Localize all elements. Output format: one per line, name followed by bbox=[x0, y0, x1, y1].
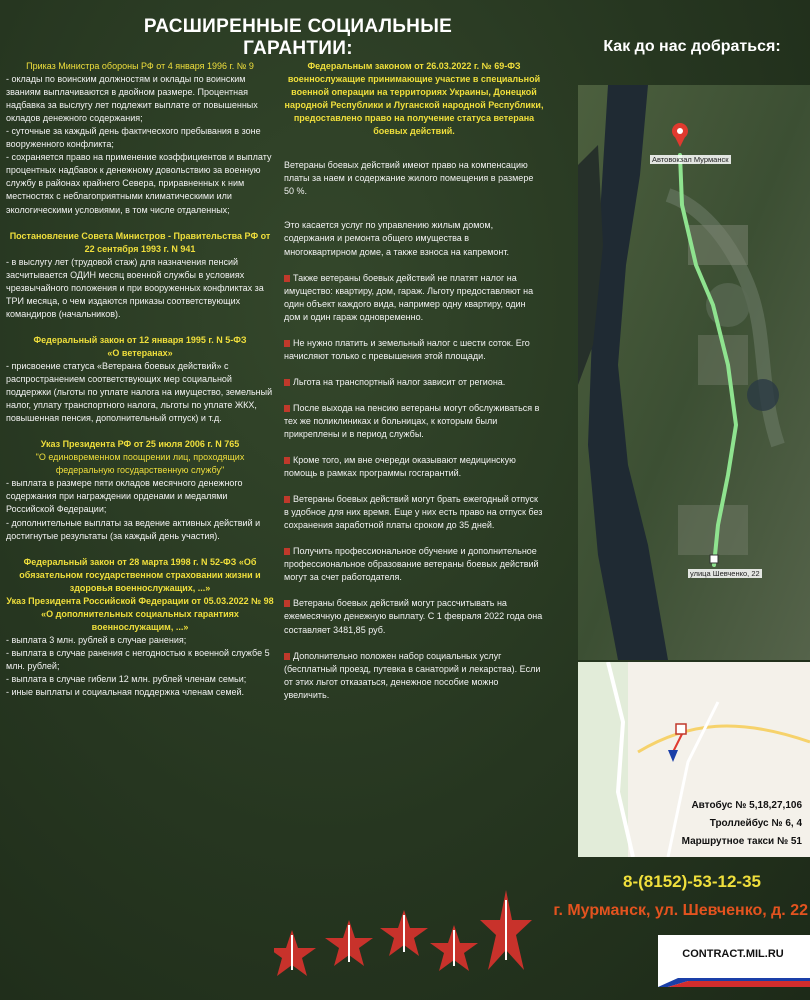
paragraph: Также ветераны боевых действий не платят налог на имущество: квартиру, дом, гараж. Льготу предоставляют на один объект каждого вида, например одну квартиру, один дом и один гараж одновременно. bbox=[284, 272, 534, 322]
bullet-icon bbox=[284, 405, 290, 412]
flag-stripe-icon bbox=[658, 978, 810, 987]
paragraph: Получить профессиональное обучение и дополнительное профессиональное образование ветераны боевых действий могут за счет работодателя. bbox=[284, 546, 539, 583]
paragraph: Льгота на транспортный налог зависит от региона. bbox=[284, 376, 544, 389]
paragraph: Ветераны боевых действий имеют право на компенсацию платы за наем и содержание жилого помещения в размере 50 %. bbox=[284, 160, 534, 197]
paragraph: Дополнительно положен набор социальных услуг (бесплатный проезд, путевка в санаторий и лекарства). Если от этих льгот отказаться, денежное пособие можно увеличить. bbox=[284, 650, 541, 700]
paragraph: - оклады по воинским должностям и оклады по воинским званиям выплачиваются в двойном размере. Процентная надбавка за выслугу лет подлежит выплате от повышенных окладов денежного содержания; bbox=[6, 74, 258, 124]
paragraph: - присвоение статуса «Ветерана боевых действий» с распространением соответствующих мер социальной поддержки (льготы по уплате налога на имущество, земельный налог, уплату транспортного налога, льготы по уплате ЖКХ, повышенная пенсия, дополнительный отпуск) и т.д. bbox=[6, 360, 273, 424]
section-heading: Постановление Совета Министров - Правительства РФ от 22 сентября 1993 г. N 941 bbox=[9, 230, 271, 254]
contract-banner[interactable] bbox=[658, 935, 810, 987]
section-subheading: "О единовременном поощрении лиц, проходящих федеральную государственную службу" bbox=[35, 452, 245, 476]
map-label-end: улица Шевченко, 22 bbox=[690, 569, 760, 578]
paragraph: Ветераны боевых действий могут рассчитывать на ежемесячную денежную выплату. С 1 февраля 2022 года она составляет 3481,85 руб. bbox=[284, 598, 543, 635]
emblem-row bbox=[274, 880, 534, 990]
paragraph: - выплата в размере пяти окладов месячного денежного содержания при награждении орденами и медалями Российской Федерации; bbox=[6, 478, 243, 515]
paragraph: - выплата 3 млн. рублей в случае ранения; bbox=[6, 634, 187, 645]
bullet-icon bbox=[284, 379, 290, 386]
paragraph: - иные выплаты и социальная поддержка членам семей. bbox=[6, 687, 245, 698]
address: г. Мурманск, ул. Шевченко, д. 22 bbox=[553, 902, 808, 919]
map-label-start: Автовокзал Мурманск bbox=[652, 155, 729, 164]
street-map bbox=[578, 662, 810, 857]
bus-routes: Автобус № 5,18,27,106 bbox=[691, 800, 802, 811]
section-heading: Указ Президента Российской Федерации от 05.03.2022 № 98 «О дополнительных социальных гарантиях военнослужащим, ...» bbox=[6, 595, 274, 632]
section-heading: Указ Президента РФ от 25 июля 2006 г. N 765 bbox=[40, 439, 240, 450]
section-subheading: «О ветеранах» bbox=[107, 347, 173, 358]
middle-column bbox=[284, 60, 544, 702]
paragraph: - выплата в случае ранения с негодностью к военной службе 5 млн. рублей; bbox=[6, 647, 270, 671]
map-pin-icon bbox=[676, 724, 686, 734]
bullet-icon bbox=[284, 340, 290, 347]
trolley-routes: Троллейбус № 6, 4 bbox=[709, 818, 802, 829]
paragraph: Ветераны боевых действий могут брать ежегодный отпуск в удобное для них время. Еще у них есть право на отпуск без сохранения заработной платы сроком до 35 дней. bbox=[284, 494, 543, 531]
paragraph: - суточные за каждый день фактического пребывания в зоне вооруженного конфликта; bbox=[6, 126, 261, 150]
paragraph: - дополнительные выплаты за ведение активных действий и достигнутые результаты (за каждый день участия). bbox=[6, 517, 261, 541]
paragraph: После выхода на пенсию ветераны могут обслуживаться в тех же поликлиниках и больницах, к которым были прикреплены и в период службы. bbox=[284, 402, 540, 439]
bullet-icon bbox=[284, 653, 290, 660]
bullet-icon bbox=[284, 275, 290, 282]
paragraph: - сохраняется право на применение коэффициентов и выплату процентных надбавок к денежному довольствию за военную службу в районах крайнего Севера, приравненных к ним местностях с неблагоприятными климатическими или экологическими условиями, в том числе отдаленных; bbox=[6, 152, 272, 215]
section-heading: Приказ Министра обороны РФ от 4 января 1996 г. № 9 bbox=[26, 61, 254, 71]
bullet-icon bbox=[284, 457, 290, 464]
section-heading: Федеральным законом от 26.03.2022 г. № 69-ФЗ военнослужащие принимающие участие в специальной военной операции на территориях Украины, Донецкой народной Республики и Луганской народной Республики, предоставлено право на получение статуса ветерана боевых действий. bbox=[284, 61, 544, 137]
page-title: РАСШИРЕННЫЕ СОЦИАЛЬНЫЕ ГАРАНТИИ: bbox=[143, 16, 453, 59]
paragraph: - в выслугу лет (трудовой стаж) для назначения пенсий засчитывается ОДИН месяц военной службы в условиях чрезвычайного положения и при вооруженных конфликтах за ТРИ месяца, о чем издаются приказы соответствующих командиров (начальников). bbox=[6, 256, 264, 319]
satellite-map bbox=[578, 85, 810, 660]
phone-number: 8-(8152)-53-12-35 bbox=[623, 872, 761, 891]
paragraph: Кроме того, им вне очереди оказывают медицинскую помощь в рамках программы госгарантий. bbox=[284, 455, 516, 479]
bullet-icon bbox=[284, 496, 290, 503]
contract-link[interactable]: CONTRACT.MIL.RU bbox=[682, 948, 784, 960]
directions-heading: Как до нас добраться: bbox=[603, 38, 781, 55]
left-column bbox=[6, 60, 274, 699]
bullet-icon bbox=[284, 548, 290, 555]
paragraph: - выплата в случае гибели 12 млн. рублей членам семьи; bbox=[6, 674, 247, 685]
section-heading: Федеральный закон от 28 марта 1998 г. N 52-ФЗ «Об обязательном государственном страховании жизни и здоровья военнослужащих, ...» bbox=[19, 556, 261, 593]
bullet-icon bbox=[284, 600, 290, 607]
map-pin-icon bbox=[710, 555, 718, 563]
section-heading: Федеральный закон от 12 января 1995 г. N 5-ФЗ bbox=[33, 334, 247, 345]
paragraph: Это касается услуг по управлению жилым домом, содержания и ремонта общего имущества в многоквартирном доме, а также взноса на капремонт. bbox=[284, 220, 510, 257]
paragraph: Не нужно платить и земельный налог с шести соток. Его начисляют только с превышения этой площади. bbox=[284, 337, 530, 361]
taxi-routes: Маршрутное такси № 51 bbox=[681, 836, 802, 847]
